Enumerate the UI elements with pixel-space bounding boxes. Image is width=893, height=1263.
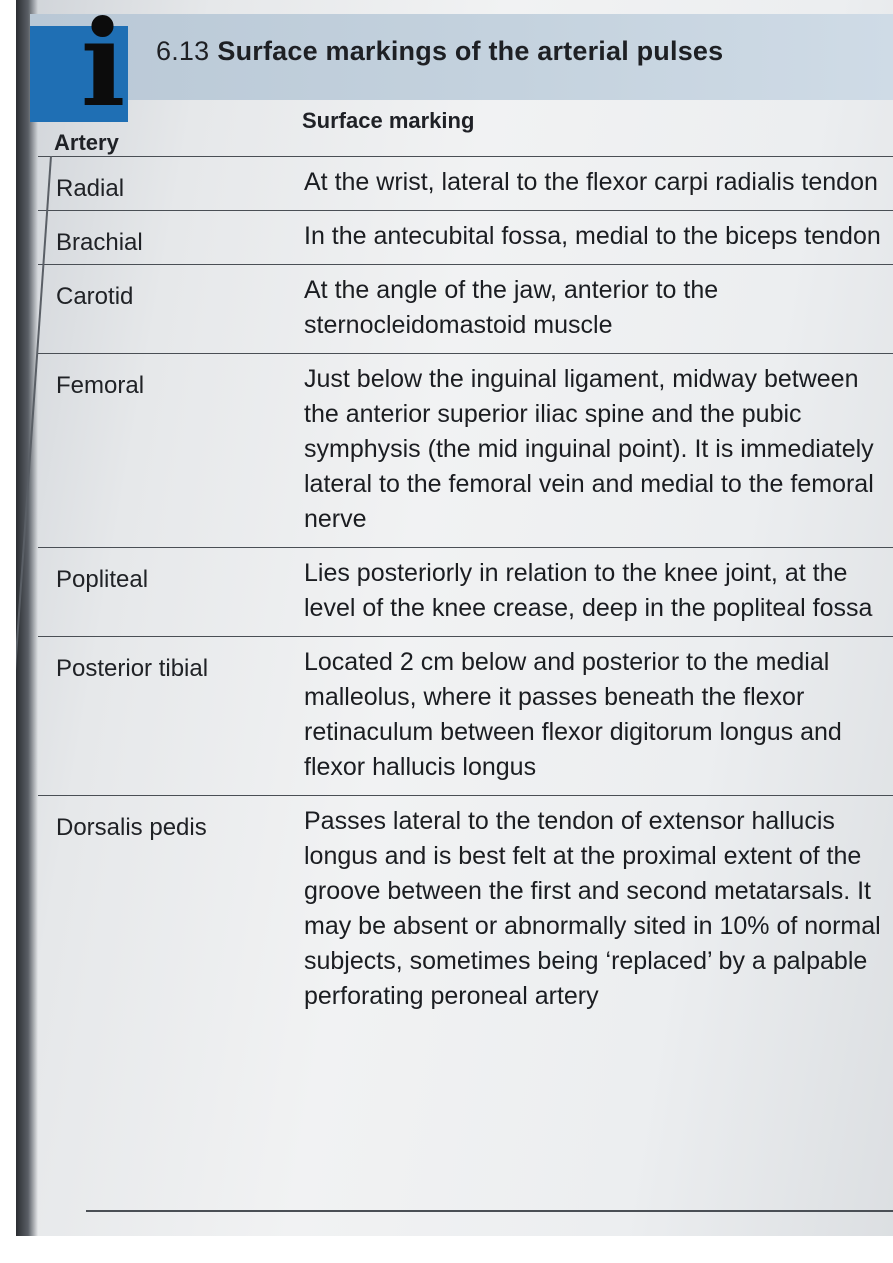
surface-marking-cell: Just below the inguinal ligament, midway between the anterior superior iliac spine and the pubic symphysis (the mid inguinal point). It is immediately lateral to the femoral vein and medial to the femoral nerve [304, 365, 874, 533]
surface-marking-cell: At the angle of the jaw, anterior to the sternocleidomastoid muscle [304, 276, 719, 339]
table-row [38, 210, 893, 264]
table-row [38, 795, 893, 1024]
table-row [38, 156, 893, 210]
box-number: 6.13 [156, 36, 210, 66]
surface-marking-cell: In the antecubital fossa, medial to the biceps tendon [304, 222, 881, 250]
artery-cell: Popliteal [56, 566, 149, 593]
column-header-artery: Artery [54, 130, 119, 155]
table-row [38, 264, 893, 353]
table-row [38, 353, 893, 547]
artery-cell: Radial [56, 175, 125, 202]
artery-cell: Dorsalis pedis [56, 814, 207, 841]
column-header-surface-marking: Surface marking [302, 108, 475, 133]
table-row [38, 636, 893, 795]
artery-cell: Femoral [56, 372, 145, 399]
surface-marking-cell: Passes lateral to the tendon of extensor hallucis longus and is best felt at the proximal extent of the groove between the first and second metatarsals. It may be absent or abnormally sited in 10% of normal subjects, sometimes being ‘replaced’ by a palpable perforating peroneal artery [304, 807, 881, 1010]
pulse-table [38, 96, 893, 1024]
page-edge-shadow [16, 0, 38, 1236]
artery-cell: Carotid [56, 283, 134, 310]
box-title-text: Surface markings of the arterial pulses [217, 36, 724, 66]
surface-marking-cell: Located 2 cm below and posterior to the medial malleolus, where it passes beneath the flexor retinaculum between flexor digitorum longus and flexor hallucis longus [304, 648, 842, 781]
table-row [38, 547, 893, 636]
artery-cell: Brachial [56, 229, 143, 256]
table-bottom-border [86, 1210, 893, 1212]
surface-marking-cell: At the wrist, lateral to the flexor carpi radialis tendon [304, 168, 878, 196]
artery-cell: Posterior tibial [56, 655, 209, 682]
surface-marking-cell: Lies posteriorly in relation to the knee joint, at the level of the knee crease, deep in the popliteal fossa [304, 559, 873, 622]
document-photo [16, 0, 893, 1236]
box-title [156, 36, 723, 67]
info-icon: i [80, 0, 126, 133]
table-header [38, 96, 893, 156]
